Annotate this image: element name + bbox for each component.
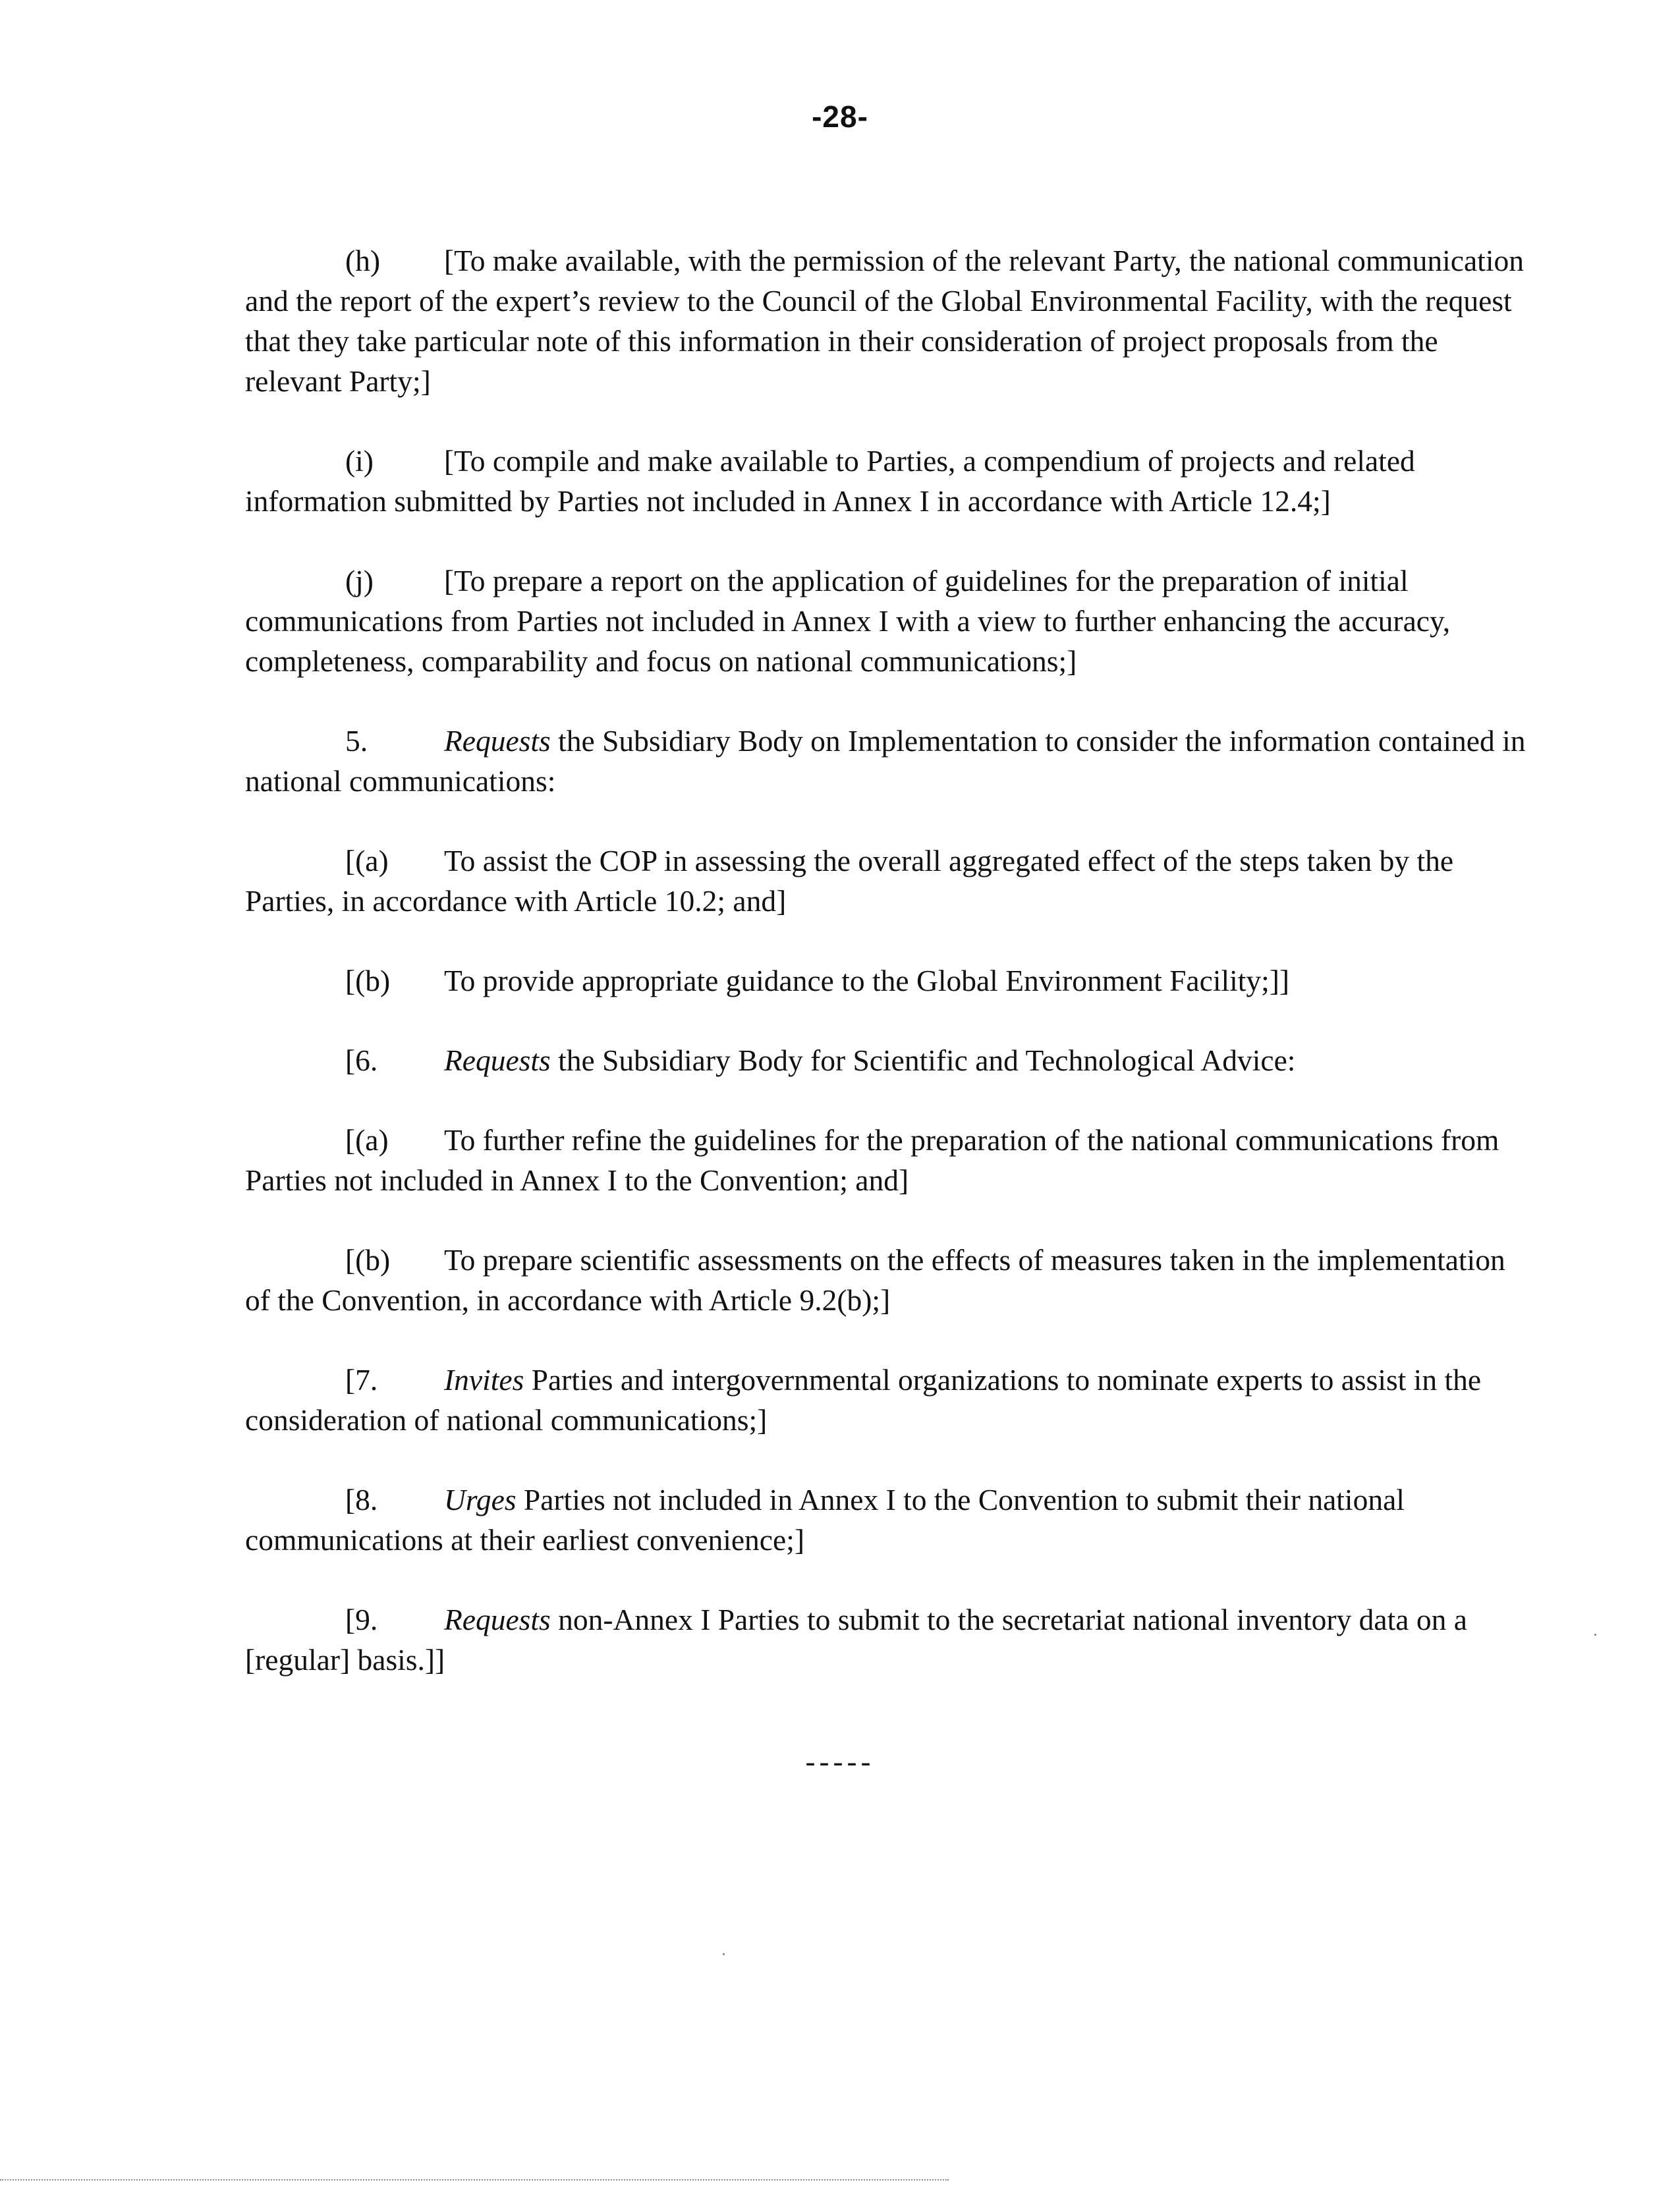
paragraph-text: To further refine the guidelines for the preparation of the national communications from Parties not included in Annex I to the Convention; and] xyxy=(245,1123,1499,1197)
paragraph-text: [To prepare a report on the application of guidelines for the preparation of initial communications from Parties not included in Annex I with a view to further enhancing the accuracy, completeness, comparability and focus on national communications;] xyxy=(245,564,1451,678)
paragraph-i xyxy=(245,441,1536,521)
paragraph-8 xyxy=(245,1480,1536,1560)
paragraph-text: the Subsidiary Body on Implementation to consider the information contained in national communications: xyxy=(245,724,1526,798)
paragraph-text: Parties and intergovernmental organizations to nominate experts to assist in the consideration of national communications;] xyxy=(245,1363,1482,1437)
paragraph-5a xyxy=(245,841,1536,921)
paragraph-marker: 5. xyxy=(345,724,368,758)
paragraph-text: To assist the COP in assessing the overall aggregated effect of the steps taken by the Parties, in accordance with Article 10.2; and] xyxy=(245,844,1454,918)
scan-speck xyxy=(723,1953,725,1955)
paragraph-marker: (i) xyxy=(345,444,374,478)
paragraph-marker: [8. xyxy=(345,1483,378,1516)
paragraph-text: To provide appropriate guidance to the Global Environment Facility;]] xyxy=(444,964,1290,997)
paragraph-marker: (j) xyxy=(345,564,374,597)
paragraph-5b xyxy=(245,960,1536,1001)
paragraph-marker: (h) xyxy=(345,244,381,277)
paragraph-emphasis: Urges xyxy=(444,1483,517,1516)
paragraph-emphasis: Requests xyxy=(444,1603,551,1636)
paragraph-5 xyxy=(245,721,1536,801)
paragraph-9 xyxy=(245,1599,1536,1680)
paragraph-marker: [9. xyxy=(345,1603,378,1636)
paragraph-marker: [(b) xyxy=(345,964,391,997)
paragraph-text: [To make available, with the permission of the relevant Party, the national communication and the report of the expert’s review to the Council of the Global Environmental Facility, with the request that they take particular note of this information in their consideration of project proposals from the relevant Party;] xyxy=(245,244,1524,398)
paragraph-6 xyxy=(245,1040,1536,1080)
paragraph-emphasis: Requests xyxy=(444,724,551,758)
paragraph-text: To prepare scientific assessments on the effects of measures taken in the implementation of the Convention, in accordance with Article 9.2(b);] xyxy=(245,1243,1505,1317)
paragraph-6b xyxy=(245,1240,1536,1320)
paragraph-j xyxy=(245,561,1536,681)
scan-speck xyxy=(1594,1634,1596,1636)
document-body xyxy=(245,240,1536,1719)
paragraph-7 xyxy=(245,1360,1536,1440)
paragraph-6a xyxy=(245,1120,1536,1200)
paragraph-emphasis: Requests xyxy=(444,1043,551,1077)
paragraph-text: [To compile and make available to Parties, a compendium of projects and related information submitted by Parties not included in Annex I in accordance with Article 12.4;] xyxy=(245,444,1415,518)
paragraph-text: Parties not included in Annex I to the Convention to submit their national communications at their earliest convenience;] xyxy=(245,1483,1405,1557)
paragraph-marker: [(b) xyxy=(345,1243,391,1277)
page-number: -28- xyxy=(812,99,868,134)
paragraph-emphasis: Invites xyxy=(444,1363,524,1397)
scan-artifact-line xyxy=(0,2179,949,2180)
paragraph-h xyxy=(245,240,1536,401)
paragraph-text: the Subsidiary Body for Scientific and Technological Advice: xyxy=(558,1043,1296,1077)
paragraph-marker: [(a) xyxy=(345,844,389,877)
end-of-document-mark: ----- xyxy=(805,1745,875,1778)
paragraph-marker: [7. xyxy=(345,1363,378,1397)
paragraph-text: non-Annex I Parties to submit to the secretariat national inventory data on a [regular] basis.]] xyxy=(245,1603,1467,1677)
paragraph-marker: [(a) xyxy=(345,1123,389,1157)
paragraph-marker: [6. xyxy=(345,1043,378,1077)
